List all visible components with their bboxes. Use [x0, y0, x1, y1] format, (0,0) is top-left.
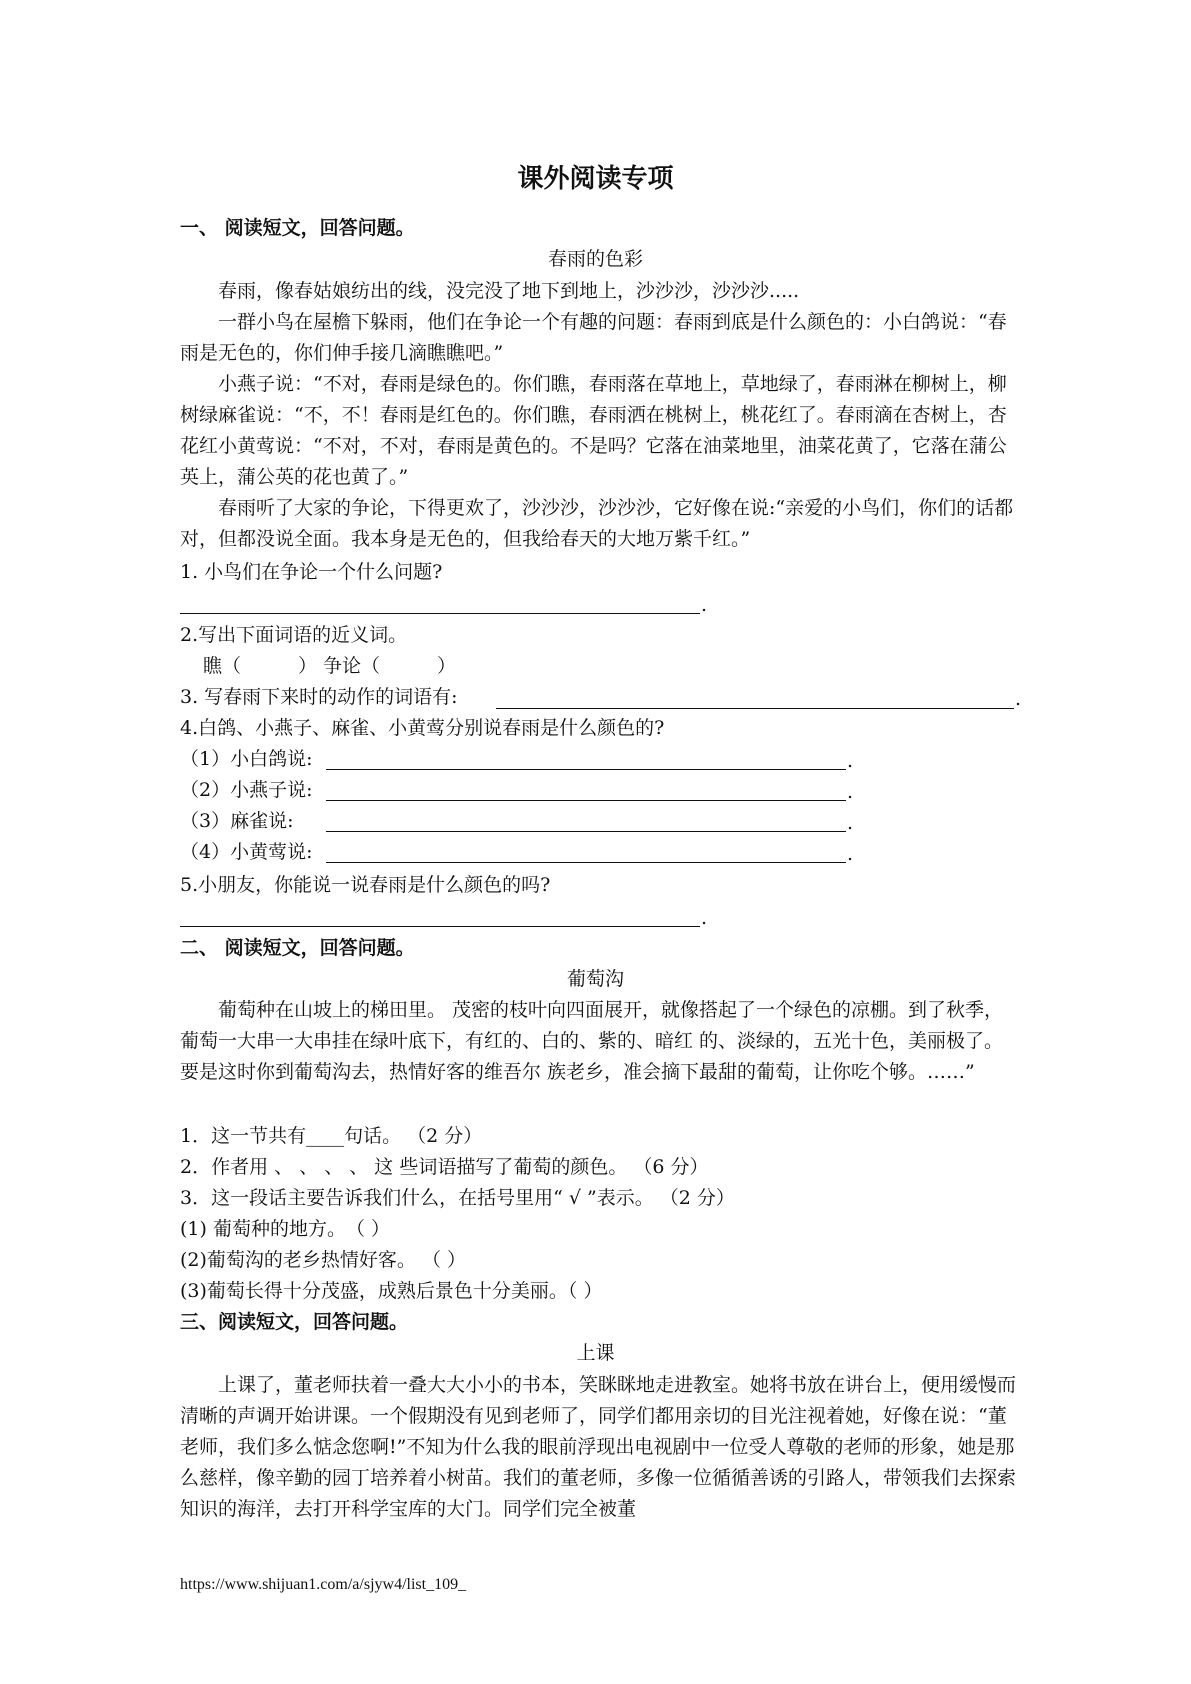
section-2-question-1: 1．这一节共有____句话。 （2 分）	[180, 1125, 483, 1147]
question-4: 4.白鸽、小燕子、麻雀、小黄莺分别说春雨是什么颜色的?	[180, 717, 665, 739]
answer-line[interactable]	[180, 613, 700, 614]
period-mark: .	[701, 907, 708, 929]
passage-1-paragraph: 春雨，像春姑娘纺出的线，没完没了地下到地上，沙沙沙，沙沙沙.....	[218, 280, 800, 302]
period-mark: .	[847, 750, 854, 772]
section-3-heading: 三、阅读短文，回答问题。	[180, 1311, 409, 1333]
answer-line[interactable]	[326, 862, 846, 863]
section-1-heading: 一、 阅读短文，回答问题。	[180, 217, 415, 239]
question-1: 1. 小鸟们在争论一个什么问题?	[180, 561, 443, 583]
question-3: 3. 写春雨下来时的动作的词语有:	[180, 686, 458, 708]
period-mark: .	[1015, 688, 1022, 710]
answer-line[interactable]	[180, 926, 700, 927]
section-2-heading: 二、 阅读短文，回答问题。	[180, 937, 415, 959]
question-2-items: 瞧（ ） 争论（ ）	[203, 655, 457, 677]
question-4-item: （2）小燕子说:	[180, 779, 313, 801]
passage-1-paragraph: 一群小鸟在屋檐下躲雨，他们在争论一个有趣的问题：春雨到底是什么颜色的：小白鸽说：“春雨是无色的，你们伸手接几滴瞧瞧吧。”	[180, 311, 1007, 364]
section-2-question-2: 2．作者用 、 、 、 、 这 些词语描写了葡萄的颜色。 （6 分）	[180, 1156, 709, 1178]
option-item: (1) 葡萄种的地方。 （ ）	[180, 1218, 390, 1240]
period-mark: .	[847, 781, 854, 803]
answer-line[interactable]	[496, 708, 1014, 709]
answer-line[interactable]	[326, 831, 846, 832]
passage-2-title: 葡萄沟	[566, 968, 624, 990]
period-mark: .	[847, 843, 854, 865]
question-2: 2.写出下面词语的近义词。	[180, 624, 408, 646]
passage-3-paragraph: 上课了，董老师扶着一叠大大小小的书本，笑眯眯地走进教室。她将书放在讲台上，便用缓慢而清晰的声调开始讲课。一个假期没有见到老师了，同学们都用亲切的目光注视着她，好像在说：“董老师，我们多么惦念您啊!”不知为什么我的眼前浮现出电视剧中一位受人尊敬的老师的形象，她是那么慈样，像辛勤的园丁培养着小树苗。我们的董老师，多像一位循循善诱的引路人，带领我们去探索知识的海洋，去打开科学宝库的大门。同学们完全被董	[180, 1374, 1017, 1520]
period-mark: .	[701, 594, 708, 616]
question-5: 5.小朋友，你能说一说春雨是什么颜色的吗?	[180, 874, 551, 896]
question-4-item: （3）麻雀说:	[180, 810, 294, 832]
option-item: (2)葡萄沟的老乡热情好客。 （ ）	[180, 1249, 466, 1271]
passage-3-title: 上课	[576, 1342, 615, 1364]
question-4-item: （1）小白鸽说:	[180, 748, 313, 770]
period-mark: .	[847, 812, 854, 834]
answer-line[interactable]	[326, 769, 846, 770]
passage-1-title: 春雨的色彩	[547, 248, 643, 270]
passage-2-paragraph: 葡萄种在山坡上的梯田里。 茂密的枝叶向四面展开，就像搭起了一个绿色的凉棚。到了秋季，葡萄一大串一大串挂在绿叶底下，有红的、白的、紫的、暗红 的、淡绿的，五光十色，美丽极了。要是这时你到葡萄沟去，热情好客的维吾尔 族老乡，准会摘下最甜的葡萄，让你吃个够。……”	[180, 999, 1004, 1083]
passage-1-paragraph: 小燕子说：“不对，春雨是绿色的。你们瞧，春雨落在草地上，草地绿了，春雨淋在柳树上，柳树绿麻雀说：“不，不！春雨是红色的。你们瞧，春雨洒在桃树上，桃花红了。春雨滴在杏树上，杏花红小黄莺说：“不对，不对，春雨是黄色的。不是吗？它落在油菜地里，油菜花黄了，它落在蒲公英上，蒲公英的花也黄了。”	[180, 373, 1007, 488]
question-4-item: （4）小黄莺说:	[180, 841, 313, 863]
footer-url[interactable]: https://www.shijuan1.com/a/sjyw4/list_109_	[180, 1576, 467, 1593]
section-2-question-3: 3．这一段话主要告诉我们什么，在括号里用“ √ ”表示。 （2 分）	[180, 1187, 735, 1209]
passage-1-paragraph: 春雨听了大家的争论，下得更欢了，沙沙沙，沙沙沙，它好像在说:“亲爱的小鸟们，你们的话都对，但都没说全面。我本身是无色的，但我给春天的大地万紫千红。”	[180, 497, 1014, 550]
option-item: (3)葡萄长得十分茂盛，成熟后景色十分美丽。（ ）	[180, 1280, 603, 1302]
answer-line[interactable]	[326, 800, 846, 801]
page-title: 课外阅读专项	[517, 164, 674, 194]
